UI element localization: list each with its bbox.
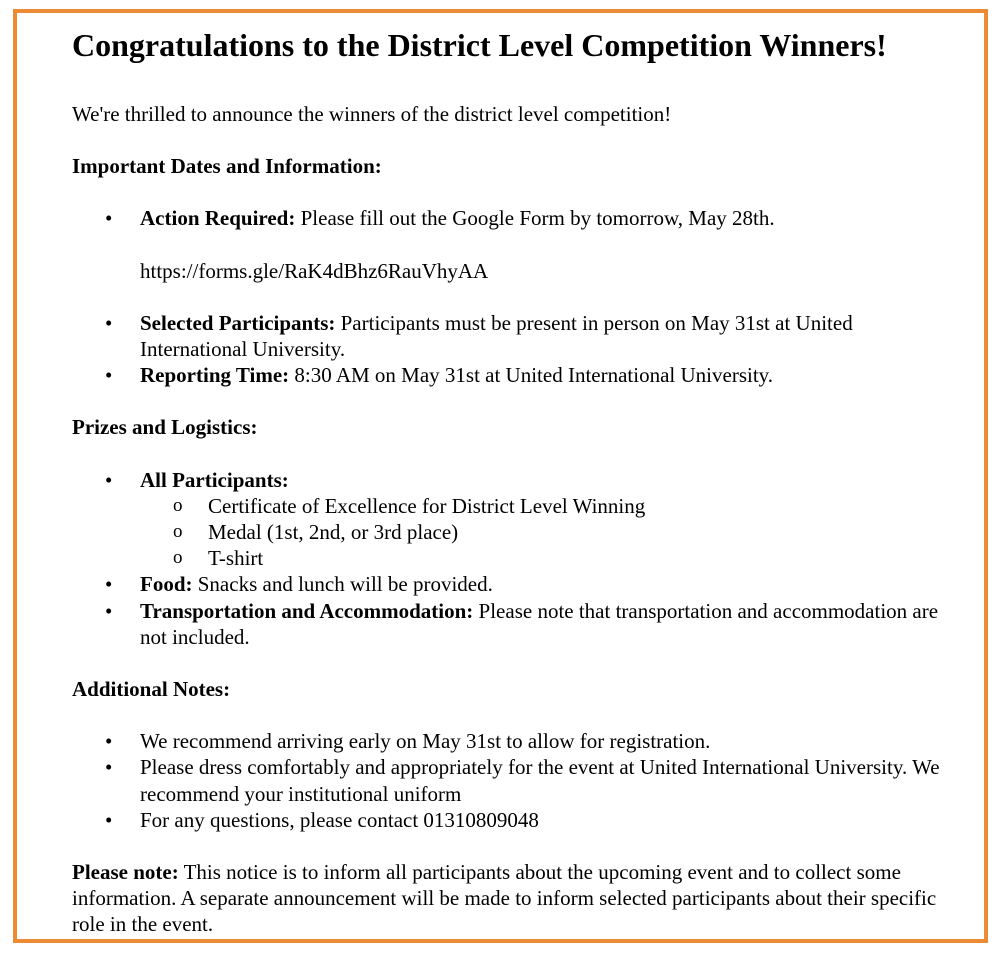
notice-content bbox=[72, 23, 952, 938]
prizes-list bbox=[72, 467, 952, 650]
please-note-text: This notice is to inform all participants about the upcoming event and to collect some information. A separate announcement will be made to inform selected participants about their specific role in the event. bbox=[72, 860, 937, 937]
all-participants-label: All Participants: bbox=[140, 467, 289, 492]
section-heading-prizes: Prizes and Logistics: bbox=[72, 415, 258, 440]
list-item-reporting bbox=[72, 362, 952, 388]
list-item-selected bbox=[72, 310, 952, 362]
list-item-all-participants bbox=[72, 467, 952, 572]
prize-item: o T-shirt bbox=[140, 545, 952, 571]
section-heading-dates: Important Dates and Information: bbox=[72, 154, 382, 179]
note-item: • We recommend arriving early on May 31st to allow for registration. bbox=[72, 728, 952, 754]
selected-label: Selected Participants: bbox=[140, 310, 336, 335]
selected-text: Participants must be present in person on May 31st at United International University. bbox=[140, 310, 853, 362]
prize-item: o Medal (1st, 2nd, or 3rd place) bbox=[140, 519, 952, 545]
prize-item: o Certificate of Excellence for District Level Winning bbox=[140, 493, 952, 519]
list-item-action bbox=[72, 205, 952, 283]
food-text: Snacks and lunch will be provided. bbox=[197, 572, 493, 597]
food-label: Food: bbox=[140, 572, 193, 597]
please-note-label: Please note: bbox=[72, 860, 179, 885]
note-item: • Please dress comfortably and appropriately for the event at United International University. We recommend your institutional uniform bbox=[72, 754, 952, 806]
reporting-label: Reporting Time: bbox=[140, 363, 290, 388]
transport-label: Transportation and Accommodation: bbox=[140, 598, 474, 623]
reporting-text: 8:30 AM on May 31st at United International University. bbox=[294, 363, 774, 388]
notice-title: Congratulations to the District Level Competition Winners! bbox=[72, 27, 887, 63]
prize-sublist bbox=[140, 493, 952, 572]
note-item: • For any questions, please contact 01310809048 bbox=[72, 807, 952, 833]
notes-list bbox=[72, 728, 952, 833]
notice-frame bbox=[13, 9, 988, 943]
transport-text: Please note that transportation and accommodation are not included. bbox=[140, 598, 939, 649]
section-heading-notes: Additional Notes: bbox=[72, 677, 231, 702]
google-form-link[interactable]: https://forms.gle/RaK4dBhz6RauVhyAA bbox=[140, 258, 489, 283]
list-item-transport bbox=[72, 598, 952, 650]
intro-text: We're thrilled to announce the winners of the district level competition! bbox=[72, 102, 672, 126]
please-note-paragraph bbox=[72, 859, 952, 938]
list-item-food bbox=[72, 571, 952, 597]
dates-list bbox=[72, 205, 952, 388]
action-text: Please fill out the Google Form by tomorrow, May 28th. bbox=[300, 206, 775, 231]
action-label: Action Required: bbox=[140, 206, 296, 231]
